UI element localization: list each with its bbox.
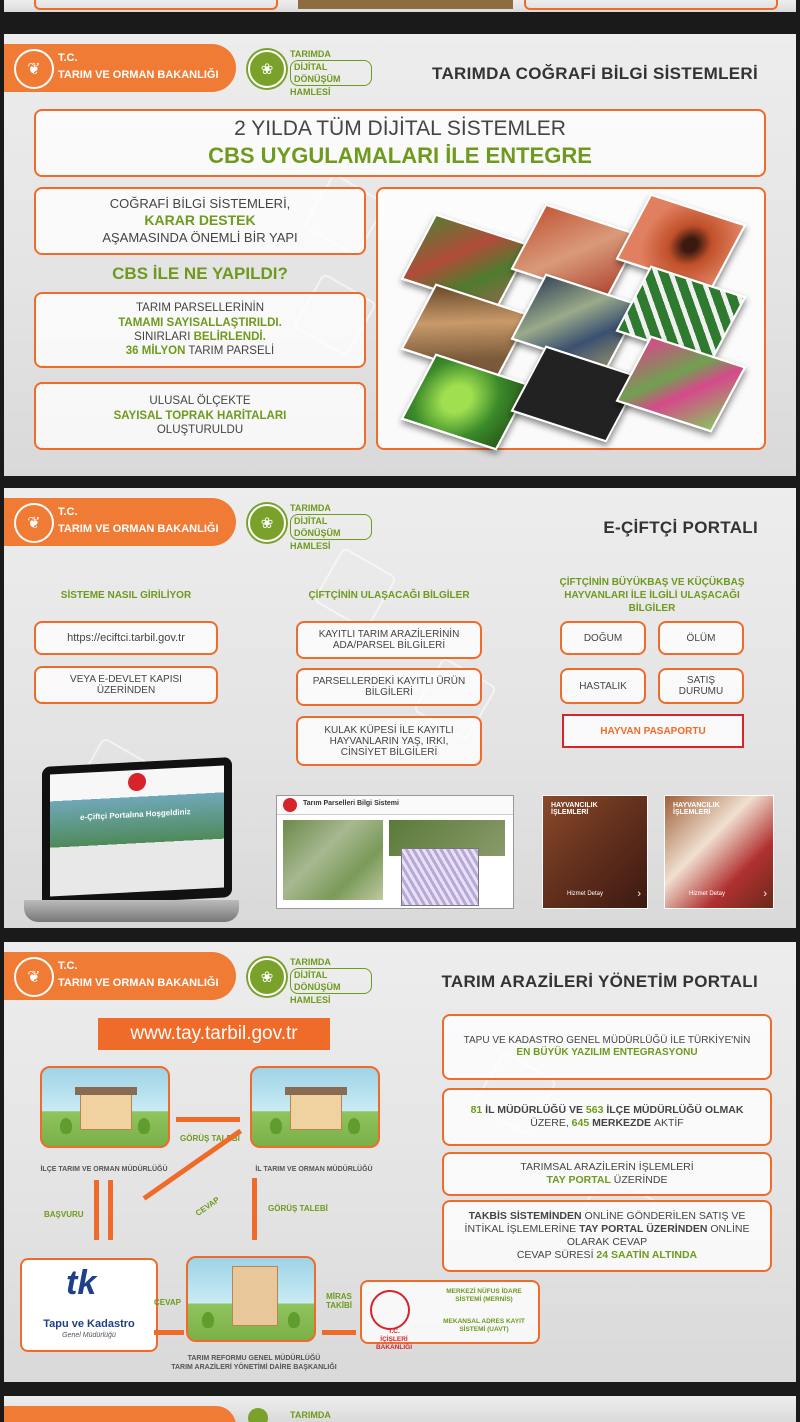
arrow-down <box>108 1180 113 1240</box>
arrow-down <box>252 1178 257 1240</box>
ministry-tc: T.C. <box>58 960 78 972</box>
tree-icon <box>60 1118 72 1134</box>
card-title: HAYVANCILIK İŞLEMLERİ <box>551 802 598 816</box>
info-box <box>296 668 482 706</box>
partial-slide-bottom <box>4 1396 796 1422</box>
slide-eciftci <box>4 488 796 928</box>
text-part: İL MÜDÜRLÜĞÜ VE <box>482 1103 586 1116</box>
text-line: SATIŞ DURUMU <box>678 675 724 697</box>
ministry-name: TARIM VE ORMAN BAKANLIĞI <box>58 523 219 535</box>
arrow-right <box>176 1117 240 1122</box>
animal-info-box <box>560 668 646 704</box>
text-part: 24 SAATİN ALTINDA <box>596 1249 698 1262</box>
tree-icon <box>270 1118 282 1134</box>
question-heading: CBS İLE NE YAPILDI? <box>112 264 288 283</box>
livestock-card[interactable] <box>664 795 774 909</box>
badge-line: TARIMDA <box>290 49 331 59</box>
text-line: PARSELLERDEKİ KAYITLI ÜRÜN BİLGİLERİ <box>312 676 466 698</box>
text-line: İÇİŞLERİ BAKANLIĞI <box>375 1336 413 1351</box>
icisleri-name <box>366 1328 422 1352</box>
text-line: SAYISAL TOPRAK HARİTALARI <box>113 409 287 422</box>
text-line: ÖLÜM <box>686 632 716 644</box>
card-link[interactable]: Hizmet Detay <box>689 891 726 897</box>
text-part: AKTİF <box>653 1117 684 1129</box>
badge-line: HAMLESİ <box>290 87 331 97</box>
map-tile <box>615 335 746 432</box>
tapu-kadastro-logo <box>20 1258 158 1352</box>
badge-line: DİJİTAL DÖNÜŞÜM <box>290 60 372 86</box>
leaf-icon: ❀ <box>248 958 286 996</box>
text-part: TAY PORTAL <box>546 1174 611 1186</box>
banner-line2: CBS UYGULAMALARI İLE ENTEGRE <box>208 143 592 169</box>
text-line: HAYVAN PASAPORTU <box>600 725 706 737</box>
tapu-subname: Genel Müdürlüğü <box>62 1332 116 1339</box>
ministry-name: TARIM VE ORMAN BAKANLIĞI <box>58 69 219 81</box>
uavt-label: MEKANSAL ADRES KAYIT SİSTEMİ (UAVT) <box>443 1318 525 1333</box>
ministry-name: TARIM VE ORMAN BAKANLIĞI <box>58 977 219 989</box>
text-part: SINIRLARI <box>134 331 194 343</box>
parcel-box <box>34 292 366 368</box>
reform-building-icon <box>186 1256 316 1342</box>
map-thumbnail <box>401 848 479 906</box>
stats-box <box>442 1088 772 1146</box>
column-heading: SİSTEME NASIL GİRİLİYOR <box>60 590 192 601</box>
text-line: EN BÜYÜK YAZILIM ENTEGRASYONU <box>516 1047 698 1058</box>
miras-takibi-label: MİRAS TAKİBİ <box>325 1292 353 1310</box>
eciftci-url-link[interactable] <box>34 621 218 655</box>
il-building-icon <box>250 1066 380 1148</box>
text-part: MERKEZDE <box>589 1117 654 1129</box>
text-line: T.C. <box>388 1328 400 1335</box>
text-line: COĞRAFİ BİLGİ SİSTEMLERİ, <box>109 196 291 211</box>
ministry-logo-icon: ❦ <box>14 957 54 997</box>
bg-hexagon <box>313 547 398 632</box>
ministry-logo-icon: ❦ <box>14 503 54 543</box>
ministry-logo-icon: ❦ <box>14 49 54 89</box>
badge-line: HAMLESİ <box>290 541 331 551</box>
text-part: ONLİNE GÖNDERİLEN SATIŞ VE <box>581 1209 746 1222</box>
gorus-talebi-label: GÖRÜŞ TALEBİ <box>268 1204 328 1213</box>
tree-icon <box>288 1312 300 1328</box>
stat-number: 645 <box>571 1117 590 1129</box>
icisleri-logo-icon <box>370 1290 410 1330</box>
leaf-icon: ❀ <box>248 504 286 542</box>
animal-info-box <box>658 668 744 704</box>
text-line: OLARAK CEVAP <box>566 1236 648 1248</box>
tk-logo-icon: tk <box>66 1264 97 1302</box>
text-line: TAPU VE KADASTRO GENEL MÜDÜRLÜĞÜ İLE TÜRKİYE'NİN <box>463 1034 751 1046</box>
text-line: AŞAMASINDA ÖNEMLİ BİR YAPI <box>102 229 298 245</box>
tay-url-link[interactable]: www.tay.tarbil.gov.tr <box>98 1018 330 1050</box>
text-part: TAKBİS SİSTEMİNDEN <box>468 1209 582 1222</box>
laptop-screen <box>42 757 232 907</box>
building <box>80 1094 132 1130</box>
ministry-logo-icon <box>283 798 297 812</box>
digital-transformation-badge <box>248 46 372 97</box>
slide-cbs <box>4 34 796 476</box>
stat-number: 81 <box>470 1103 483 1116</box>
chevron-right-icon[interactable]: › <box>637 888 641 900</box>
laptop-welcome-text: e-Çiftçi Portalına Hoşgeldiniz <box>80 807 191 822</box>
text-line: TARIM REFORMU GENEL MÜDÜRLÜĞÜ <box>187 1355 321 1362</box>
text-part: ONLİNE <box>707 1222 750 1235</box>
tapu-name: Tapu ve Kadastro <box>43 1318 135 1330</box>
animal-info-box <box>658 621 744 655</box>
text-line: KAYITLI TARIM ARAZİLERİNİN ADA/PARSEL BİLGİLERİ <box>318 629 460 651</box>
il-label: İL TARIM VE ORMAN MÜDÜRLÜĞÜ <box>255 1166 373 1173</box>
text-part: İLÇE MÜDÜRLÜĞÜ OLMAK <box>603 1103 744 1116</box>
banner-box <box>34 109 766 177</box>
gorus-talebi-label: GÖRÜŞ TALEBİ <box>180 1134 240 1143</box>
stat-number: 563 <box>585 1103 604 1116</box>
digital-transformation-badge <box>248 954 372 1005</box>
cevap-label: CEVAP <box>193 1195 222 1218</box>
icisleri-box <box>360 1280 540 1351</box>
ministry-tc: T.C. <box>58 52 78 64</box>
text-part: İNTİKAL İŞLEMLERİNE <box>464 1222 580 1235</box>
laptop-keyboard <box>24 900 239 922</box>
arrow-left <box>322 1330 356 1335</box>
animal-info-box <box>560 621 646 655</box>
slide-title: TARIMDA COĞRAFİ BİLGİ SİSTEMLERİ <box>432 64 758 83</box>
text-part: ÜZERE, <box>530 1117 572 1129</box>
text-line: DOĞUM <box>583 632 623 644</box>
arrow-up <box>94 1180 99 1240</box>
text-line: OLUŞTURULDU <box>156 424 244 437</box>
digital-transformation-badge <box>248 500 372 551</box>
tree-icon <box>348 1118 360 1134</box>
slide-title: TARIM ARAZİLERİ YÖNETİM PORTALI <box>441 972 758 991</box>
column-heading: ÇİFTÇİNİN ULAŞACAĞI BİLGİLER <box>308 590 470 601</box>
ministry-tc: T.C. <box>58 506 78 518</box>
badge-line: TARIMDA <box>290 1410 331 1420</box>
ilce-building-icon <box>40 1066 170 1148</box>
text-part: TARIM PARSELİ <box>185 345 275 358</box>
text-line: ULUSAL ÖLÇEKTE <box>149 395 251 408</box>
partial-box <box>524 0 778 10</box>
info-box <box>296 621 482 659</box>
parcel-system-screenshot <box>276 795 514 909</box>
partial-box <box>34 0 278 10</box>
slide-title: E-ÇİFTÇİ PORTALI <box>603 518 758 537</box>
text-part: ÜZERİNDE <box>610 1174 668 1186</box>
map-tile <box>400 353 531 450</box>
gis-maps-panel <box>376 187 766 450</box>
ministry-header <box>4 1406 236 1422</box>
mernis-label: MERKEZİ NÜFUS İDARE SİSTEMİ (MERNİS) <box>446 1288 522 1303</box>
badge-line: TARIMDA <box>290 957 331 967</box>
arrow-left <box>154 1330 184 1335</box>
banner-line1: 2 YILDA TÜM DİJİTAL SİSTEMLER <box>234 117 566 141</box>
portal-logo-icon <box>128 773 146 792</box>
soil-map-box <box>34 382 366 450</box>
text-line: HASTALIK <box>579 680 627 692</box>
badge-line: DİJİTAL DÖNÜŞÜM <box>290 514 372 540</box>
card-title: HAYVANCILIK İŞLEMLERİ <box>673 802 720 816</box>
screenshot-title: Tarım Parselleri Bilgi Sistemi <box>303 800 399 807</box>
text-part: TAY PORTAL ÜZERİNDEN <box>579 1222 708 1235</box>
text-line: TARIMSAL ARAZİLERİN İŞLEMLERİ <box>520 1160 694 1173</box>
tay-portal-box <box>442 1152 772 1196</box>
takbis-box <box>442 1200 772 1272</box>
tall-building <box>232 1266 278 1326</box>
badge-line: HAMLESİ <box>290 995 331 1005</box>
tree-icon <box>138 1118 150 1134</box>
column-heading: ÇİFTÇİNİN BÜYÜKBAŞ VE KÜÇÜKBAŞ HAYVANLARI İLE İLGİLİ ULAŞACAĞI BİLGİLER <box>559 577 745 614</box>
chevron-right-icon[interactable]: › <box>763 888 767 900</box>
text-line: TAMAMI SAYISALLAŞTIRILDI. <box>118 316 282 329</box>
livestock-card[interactable] <box>542 795 648 909</box>
leaf-icon: ❀ <box>248 50 286 88</box>
tree-icon <box>202 1312 214 1328</box>
info-box <box>296 716 482 766</box>
map-thumbnail <box>283 820 383 900</box>
badge-line: DİJİTAL DÖNÜŞÜM <box>290 968 372 994</box>
text-line: TARIM ARAZİLERİ YÖNETİMİ DAİRE BAŞKANLIĞI <box>171 1364 337 1371</box>
text-line: TARIM PARSELLERİNİN <box>135 302 265 315</box>
screenshot-header <box>277 796 513 815</box>
badge-line: TARIMDA <box>290 503 331 513</box>
edevlet-box <box>34 666 218 704</box>
animal-passport-box <box>562 714 744 748</box>
partial-slide-top <box>4 0 796 12</box>
integration-box <box>442 1014 772 1080</box>
text-line: VEYA E-DEVLET KAPISI ÜZERİNDEN <box>70 674 182 696</box>
decision-support-box <box>34 187 366 255</box>
text-part: BELİRLENDİ. <box>193 331 266 343</box>
reform-label <box>164 1354 344 1372</box>
text-part: 36 MİLYON <box>125 345 186 358</box>
basvuru-label: BAŞVURU <box>44 1210 84 1219</box>
building <box>290 1094 342 1130</box>
portal-homepage <box>50 765 224 896</box>
laptop-image <box>24 760 239 925</box>
text-line: KARAR DESTEK <box>144 212 256 229</box>
card-link[interactable]: Hizmet Detay <box>567 891 604 897</box>
ministry-header <box>4 44 236 92</box>
leaf-icon <box>248 1408 268 1422</box>
ilce-label: İLÇE TARIM VE ORMAN MÜDÜRLÜĞÜ <box>40 1166 168 1173</box>
ministry-header <box>4 952 236 1000</box>
ministry-header <box>4 498 236 546</box>
url-text: https://eciftci.tarbil.gov.tr <box>67 632 185 644</box>
partial-image <box>298 0 513 9</box>
cevap-label: CEVAP <box>154 1298 181 1307</box>
text-line: KULAK KÜPESİ İLE KAYITLI HAYVANLARIN YAŞ, IRKI, CİNSİYET BİLGİLERİ <box>324 724 454 758</box>
slide-tay-portal <box>4 942 796 1382</box>
text-part: CEVAP SÜRESİ <box>516 1249 597 1262</box>
